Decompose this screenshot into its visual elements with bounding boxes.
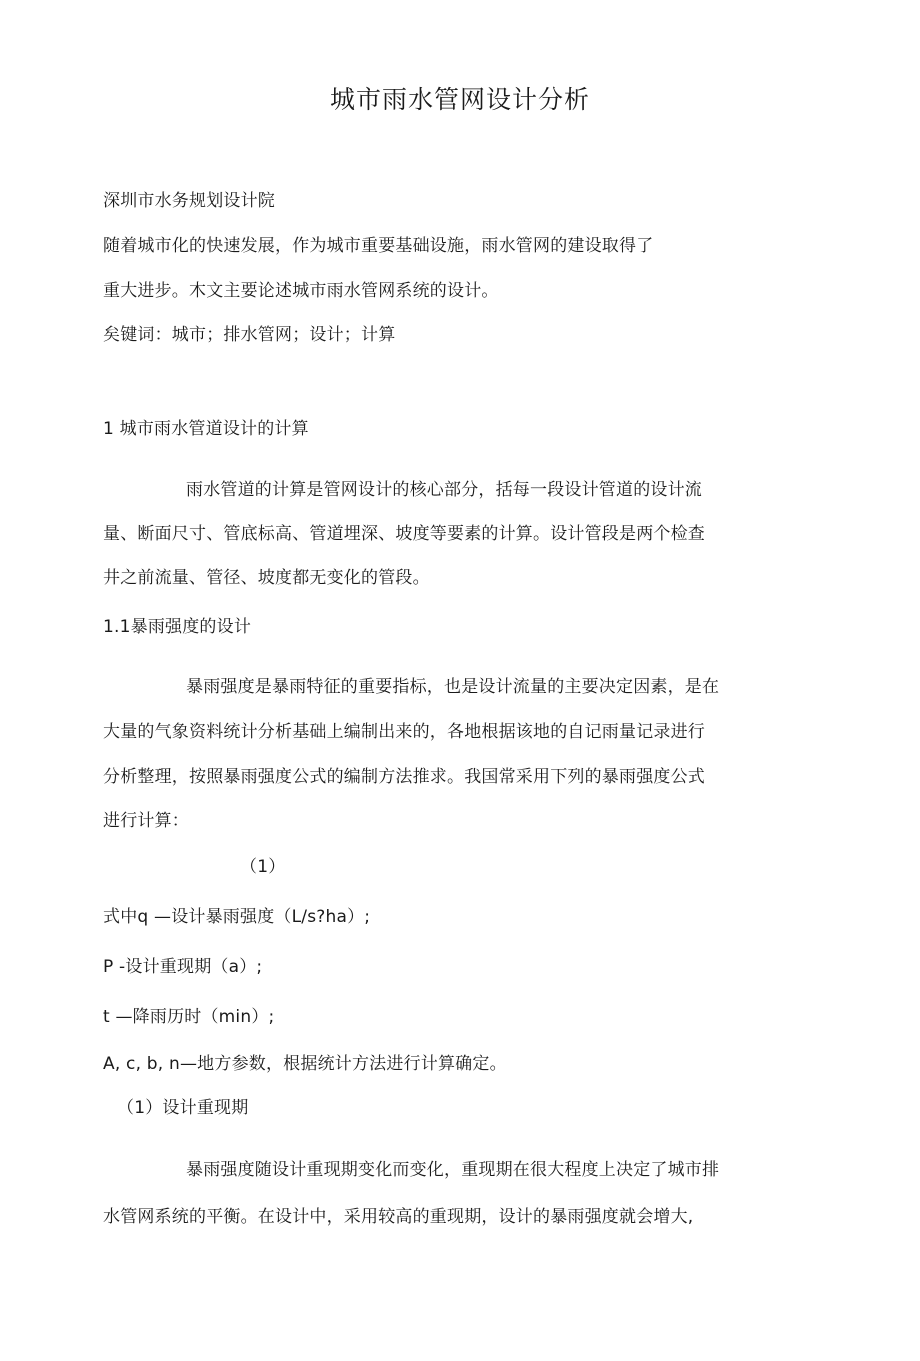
subsection-heading: （1）设计重现期 [117, 1098, 249, 1118]
author-organization: 深圳市水务规划设计院 [103, 191, 275, 211]
subsection-heading: 1.1暴雨强度的设计 [103, 617, 252, 637]
formula-number: （1） [240, 857, 286, 877]
abstract-line: 重大进步。木文主要论述城市雨水管网系统的设计。 [103, 281, 499, 301]
paragraph-line: 分析整理，按照暴雨强度公式的编制方法推求。我国常采用下列的暴雨强度公式 [103, 767, 705, 787]
keywords: 矣键词：城市；排水管网；设计；计算 [103, 325, 396, 345]
paragraph-line: 进行计算： [103, 811, 189, 831]
page-title: 城市雨水管网设计分析 [329, 85, 590, 114]
definition-line: A, c, b, n—地方参数，根据统计方法进行计算确定。 [103, 1054, 507, 1074]
definition-line: 式中q —设计暴雨强度（L/s?ha）; [103, 907, 371, 927]
definition-line: t —降雨历时（min）; [103, 1007, 275, 1027]
paragraph-line: 水管网系统的平衡。在设计中，采用较高的重现期，设计的暴雨强度就会增大, [103, 1207, 694, 1227]
paragraph-line: 大量的气象资料统计分析基础上编制出来的，各地根据该地的自记雨量记录进行 [103, 722, 705, 742]
definition-line: P -设计重现期（a）; [103, 957, 263, 977]
paragraph-line: 井之前流量、管径、坡度都无变化的管段。 [103, 568, 430, 588]
paragraph-line: 暴雨强度是暴雨特征的重要指标，也是设计流量的主要决定因素，是在 [186, 677, 720, 697]
paragraph-line: 暴雨强度随设计重现期变化而变化，重现期在很大程度上决定了城市排 [186, 1160, 720, 1180]
abstract-line: 随着城市化的快速发展，作为城市重要基础设施，雨水管网的建设取得了 [103, 236, 654, 256]
paragraph-line: 量、断面尺寸、管底标高、管道埋深、坡度等要素的计算。设计管段是两个检查 [103, 524, 705, 544]
section-heading: 1 城市雨水管道设计的计算 [103, 419, 309, 439]
paragraph-line: 雨水管道的计算是管网设计的核心部分，括每一段设计管道的设计流 [186, 480, 702, 500]
